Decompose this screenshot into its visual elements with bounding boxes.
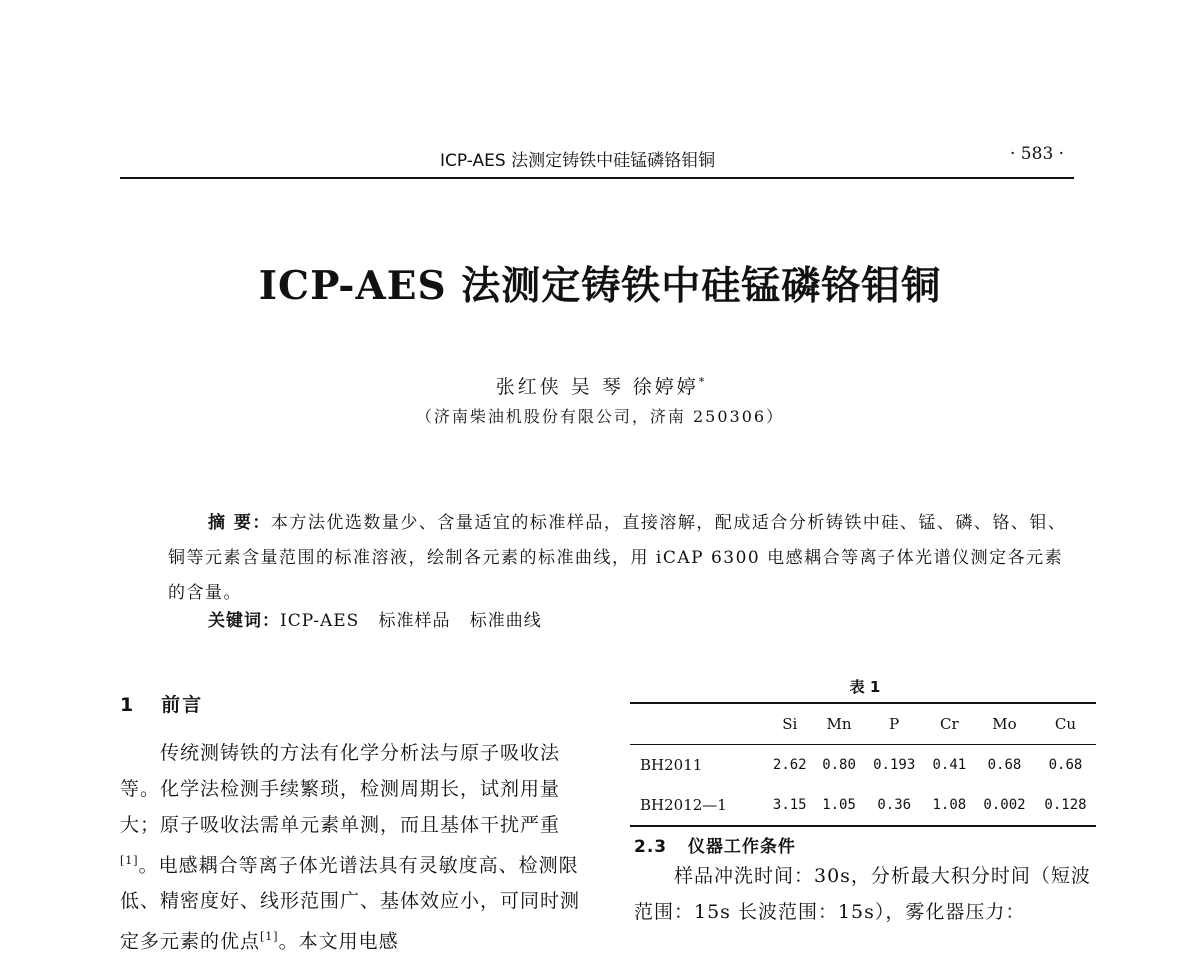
table-cell: 3.15 [765,785,814,826]
table-row [630,745,1096,786]
table-cell: 1.05 [814,785,863,826]
introduction-paragraph [120,735,590,960]
table-cell: 1.08 [925,785,974,826]
section-heading-instrument-conditions: 2.3 仪器工作条件 [634,837,796,857]
table-header-row [630,703,1096,745]
corresponding-author-mark: * [698,375,705,389]
table-cell: 0.36 [864,785,925,826]
table-header-cell: Si [765,703,814,745]
table-cell: 0.128 [1035,785,1096,826]
table-cell: 0.68 [987,757,1022,773]
author-names: 张红侠 吴 琴 徐婷婷 [495,376,699,398]
table-caption: 表 1 [849,678,881,696]
abstract-label: 摘 要： [208,513,271,533]
table-header-cell [630,703,765,745]
table-cell: BH2012—1 [630,785,765,826]
section-heading-introduction: 1 前言 [120,694,204,716]
abstract-text: 本方法优选数量少、含量适宜的标准样品，直接溶解，配成适合分析铸铁中硅、锰、磷、铬、钼、铜等元素含量范围的标准溶液，绘制各元素的标准曲线，用 iCAP 6300 电感耦合等离子体光谱仪测定各元素的含量。 [168,513,1067,603]
table-cell: 0.193 [873,757,916,773]
page-number: · 583 · [1010,144,1065,164]
standard-samples-table [630,702,1096,827]
keywords [208,606,542,631]
table-cell: 0.68 [1048,757,1083,773]
table-header-cell: Mn [814,703,863,745]
intro-text-c: 。本文用电感 [278,930,399,953]
authors [0,372,1200,399]
affiliation: （济南柴油机股份有限公司，济南 250306） [415,407,785,426]
keywords-text: ICP-AES 标准样品 标准曲线 [280,611,542,631]
table-header-cell: P [864,703,925,745]
table-cell: 0.80 [822,757,856,773]
instrument-conditions-paragraph: 样品冲洗时间：30s，分析最大积分时间（短波范围：15s 长波范围：15s），雾化器压力： [634,865,1091,923]
keywords-label: 关键词： [208,611,280,631]
running-title: ICP-AES 法测定铸铁中硅锰磷铬钼铜 [440,151,716,171]
abstract [168,506,1073,611]
intro-text-a: 传统测铸铁的方法有化学分析法与原子吸收法等。化学法检测手续繁琐，检测周期长，试剂用量大；原子吸收法需单元素单测，而且基体干扰严重 [120,742,561,836]
table-cell: BH2011 [640,756,703,774]
table-header-cell: Cr [925,703,974,745]
citation-ref: [1] [120,854,139,867]
table-cell: 0.41 [932,757,967,773]
intro-text-b: 。电感耦合等离子体光谱法具有灵敏度高、检测限低、精密度好、线形范围广、基体效应小，可同时测定多元素的优点 [120,854,581,953]
citation-ref: [1] [260,930,279,944]
article-title: ICP-AES 法测定铸铁中硅锰磷铬钼铜 [258,263,942,309]
table-header-cell: Cu [1035,703,1096,745]
table-cell: 2.62 [772,757,807,773]
table-header-cell: Mo [974,703,1035,745]
table-row [630,785,1096,826]
header-rule [120,177,1074,179]
table-cell: 0.002 [974,785,1035,826]
